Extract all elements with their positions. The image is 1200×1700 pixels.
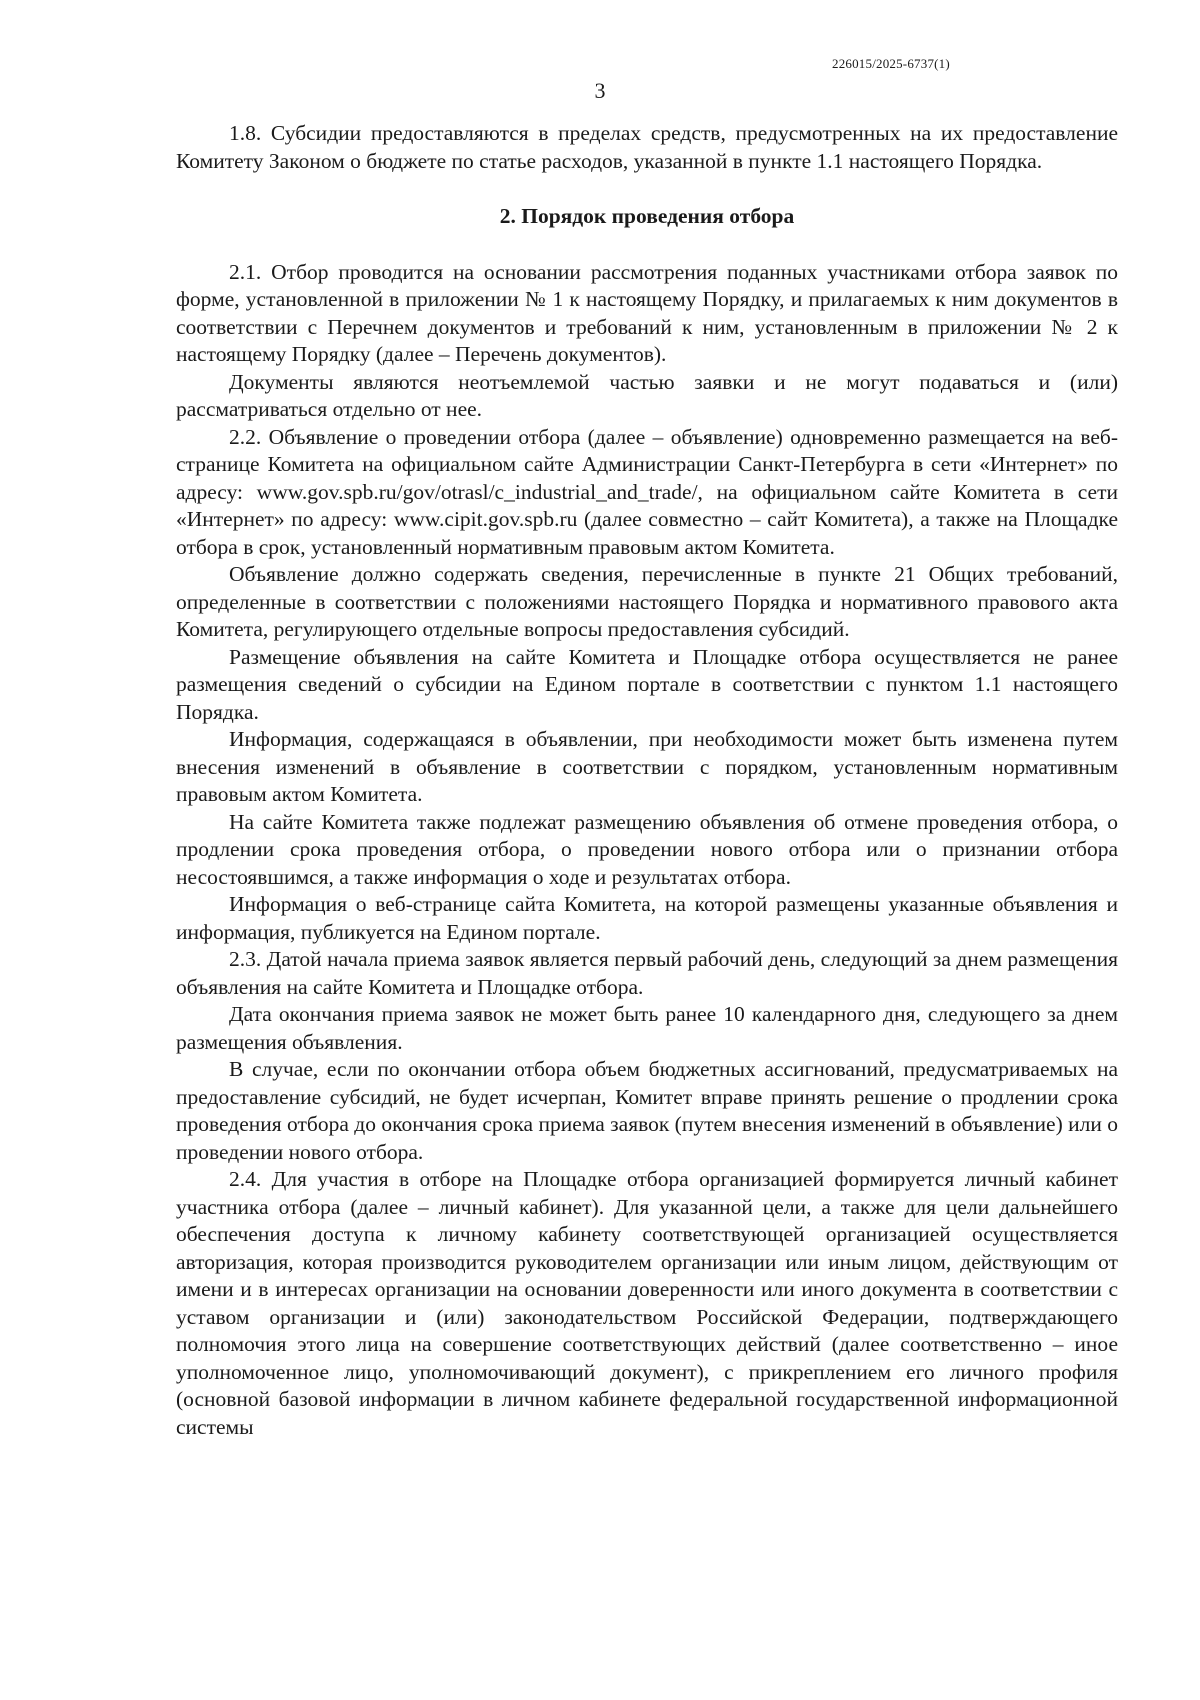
section-title: 2. Порядок проведения отбора — [499, 204, 795, 228]
paragraph: Размещение объявления на сайте Комитета и Площадке отбора осуществляется не ранее размещения сведений о субсидии на Едином портале в соответствии с пунктом 1.1 настоящего Порядка. — [176, 644, 1118, 724]
paragraph: Информация, содержащаяся в объявлении, при необходимости может быть изменена путем внесения изменений в объявление в соответствии с порядком, установленным нормативным правовым актом Комитета. — [176, 727, 1118, 806]
paragraph: 2.3. Датой начала приема заявок является первый рабочий день, следующий за днем размещения объявления на сайте Комитета и Площадке отбора. — [176, 947, 1118, 999]
paragraph: Информация о веб-странице сайта Комитета, на которой размещены указанные объявления и информация, публикуется на Едином портале. — [176, 892, 1118, 944]
paragraph: Объявление должно содержать сведения, перечисленные в пункте 21 Общих требований, определенные в соответствии с положениями настоящего Порядка и нормативного правового акта Комитета, регулирующего отдельные вопросы предоставления субсидий. — [176, 562, 1118, 641]
paragraph: На сайте Комитета также подлежат размещению объявления об отмене проведения отбора, о продлении срока проведения отбора, о проведении нового отбора или о признании отбора несостоявшимся, а также информация о ходе и результатах отбора. — [176, 809, 1118, 889]
paragraph: 2.1. Отбор проводится на основании рассмотрения поданных участниками отбора заявок по форме, установленной в приложении № 1 к настоящему Порядку, и прилагаемых к ним документов в соответствии с Перечнем документов и требований к ним, установленным в приложении № 2 к настоящему Порядку (далее – Перечень документов). — [176, 259, 1118, 366]
document-body — [176, 120, 1118, 1441]
paragraph: Дата окончания приема заявок не может быть ранее 10 календарного дня, следующего за днем размещения объявления. — [176, 1002, 1118, 1054]
paragraph: В случае, если по окончании отбора объем бюджетных ассигнований, предусматриваемых на предоставление субсидий, не будет исчерпан, Комитет вправе принять решение о продлении срока проведения отбора до окончания срока приема заявок (путем внесения изменений в объявление) или о проведении нового отбора. — [176, 1057, 1118, 1164]
paragraph: 2.4. Для участия в отборе на Площадке отбора организацией формируется личный кабинет участника отбора (далее – личный кабинет). Для указанной цели, а также для цели дальнейшего обеспечения доступа к личному кабинету соответствующей организацией осуществляется авторизация, которая производится руководителем организации или иным лицом, действующим от имени и в интересах организации на основании доверенности или иного документа в соответствии с уставом организации и (или) законодательством Российской Федерации, подтверждающего полномочия этого лица на совершение соответствующих действий (далее соответственно – иное уполномоченное лицо, уполномочивающий документ), с прикреплением его личного профиля (основной базовой информации в личном кабинете федеральной государственной информационной системы — [176, 1167, 1118, 1439]
document-id: 226015/2025-6737(1) — [832, 56, 950, 71]
paragraph-1-8: 1.8. Субсидии предоставляются в пределах средств, предусмотренных на их предоставление Комитету Законом о бюджете по статье расходов, указанной в пункте 1.1 настоящего Порядка. — [176, 121, 1118, 173]
page-number: 3 — [594, 78, 606, 103]
paragraph: 2.2. Объявление о проведении отбора (далее – объявление) одновременно размещается на веб-странице Комитета на официальном сайте Администрации Санкт-Петербурга в сети «Интернет» по адресу: www.gov.spb.ru/gov/otrasl/c_industrial_and_trade/, на официальном сайте Комитета в сети «Интернет» по адресу: www.cipit.gov.spb.ru (далее совместно – сайт Комитета), а также на Площадке отбора в срок, установленный нормативным правовым актом Комитета. — [176, 424, 1118, 559]
paragraph: Документы являются неотъемлемой частью заявки и не могут подаваться и (или) рассматриваться отдельно от нее. — [176, 369, 1118, 421]
